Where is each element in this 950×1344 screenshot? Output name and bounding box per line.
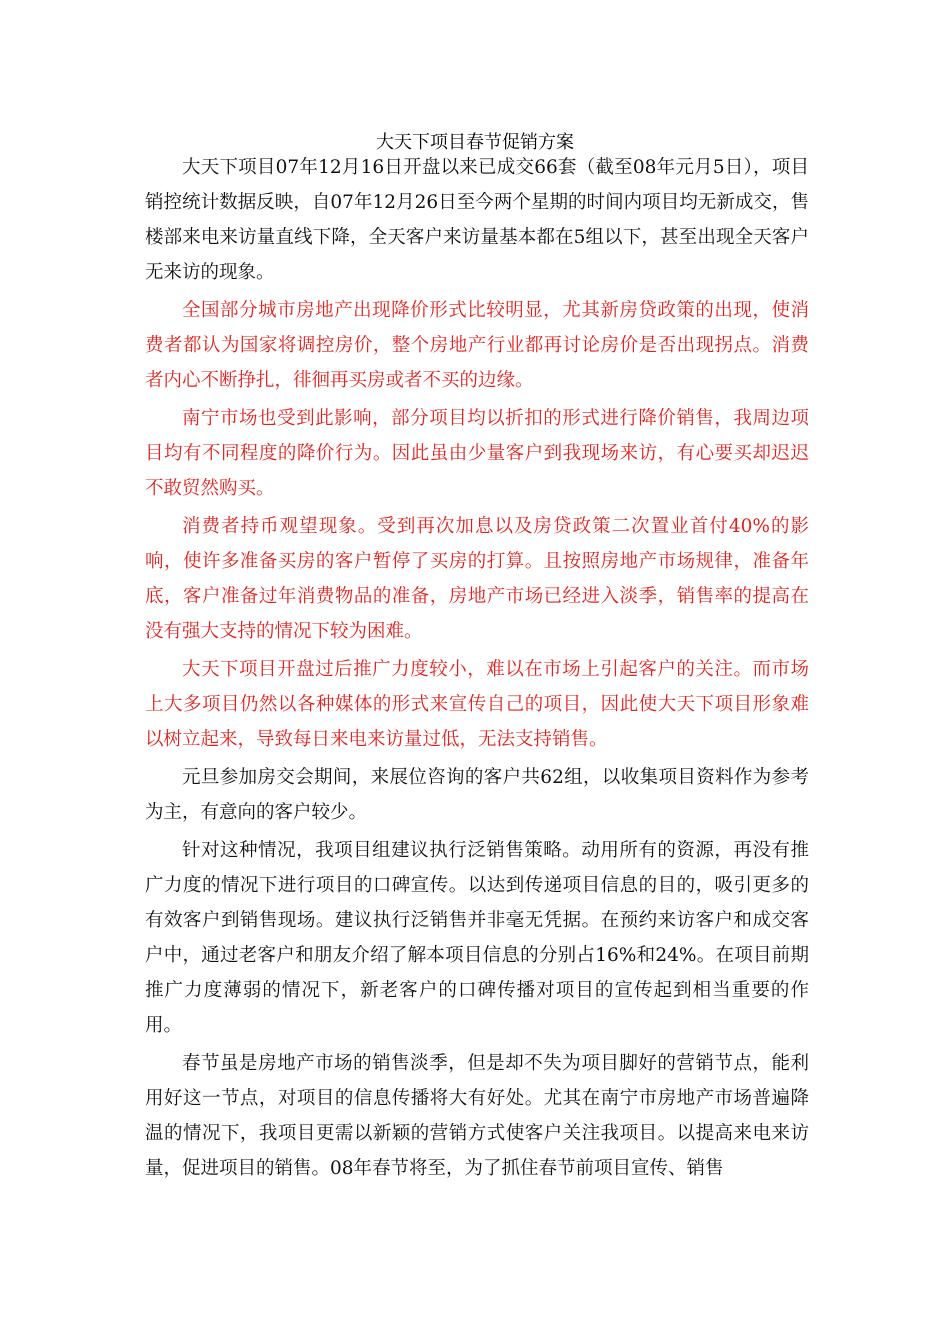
paragraph-7: 针对这种情况，我项目组建议执行泛销售策略。动用所有的资源，再没有推广力度的情况下进行项目的口碑宣传。以达到传递项目信息的目的，吸引更多的有效客户到销售现场。建议执行泛销售并非毫无凭据。在预约来访客户和成交客户中，通过老客户和朋友介绍了解本项目信息的分别占16%和24%。在项目前期推广力度薄弱的情况下，新老客户的口碑传播对项目的宣传起到相当重要的作用。 (145, 840, 809, 1036)
paragraph-2: 全国部分城市房地产出现降价形式比较明显，尤其新房贷政策的出现，使消费者都认为国家将调控房价，整个房地产行业都再讨论房价是否出现拐点。消费者内心不断挣扎，徘徊再买房或者不买的边缘。 (145, 300, 809, 391)
paragraph-4: 消费者持币观望现象。受到再次加息以及房贷政策二次置业首付40%的影响，使许多准备买房的客户暂停了买房的打算。且按照房地产市场规律，准备年底，客户准备过年消费物品的准备，房地产市场已经进入淡季，销售率的提高在没有强大支持的情况下较为困难。 (145, 516, 809, 642)
paragraph-1: 大天下项目07年12月16日开盘以来已成交66套（截至08年元月5日），项目销控统计数据反映，自07年12月26日至今两个星期的时间内项目均无新成交，售楼部来电来访量直线下降，全天客户来访量基本都在5组以下，甚至出现全天客户无来访的现象。 (145, 157, 809, 283)
document-body (145, 150, 809, 1186)
paragraph-8: 春节虽是房地产市场的销售淡季，但是却不失为项目脚好的营销节点，能利用好这一节点，对项目的信息传播将大有好处。尤其在南宁市房地产市场普遍降温的情况下，我项目更需以新颖的营销方式使客户关注我项目。以提高来电来访量，促进项目的销售。08年春节将至，为了抓住春节前项目宣传、销售 (145, 1053, 809, 1179)
paragraph-6: 元旦参加房交会期间，来展位咨询的客户共62组，以收集项目资料作为参考为主，有意向的客户较少。 (145, 767, 809, 823)
document-title: 大天下项目春节促销方案 (376, 132, 574, 153)
paragraph-5: 大天下项目开盘过后推广力度较小，难以在市场上引起客户的关注。而市场上大多项目仍然以各种媒体的形式来宣传自己的项目，因此使大天下项目形象难以树立起来，导致每日来电来访量过低，无法支持销售。 (145, 659, 809, 750)
paragraph-3: 南宁市场也受到此影响，部分项目均以折扣的形式进行降价销售，我周边项目均有不同程度的降价行为。因此虽由少量客户到我现场来访，有心要买却迟迟不敢贸然购买。 (145, 408, 809, 499)
